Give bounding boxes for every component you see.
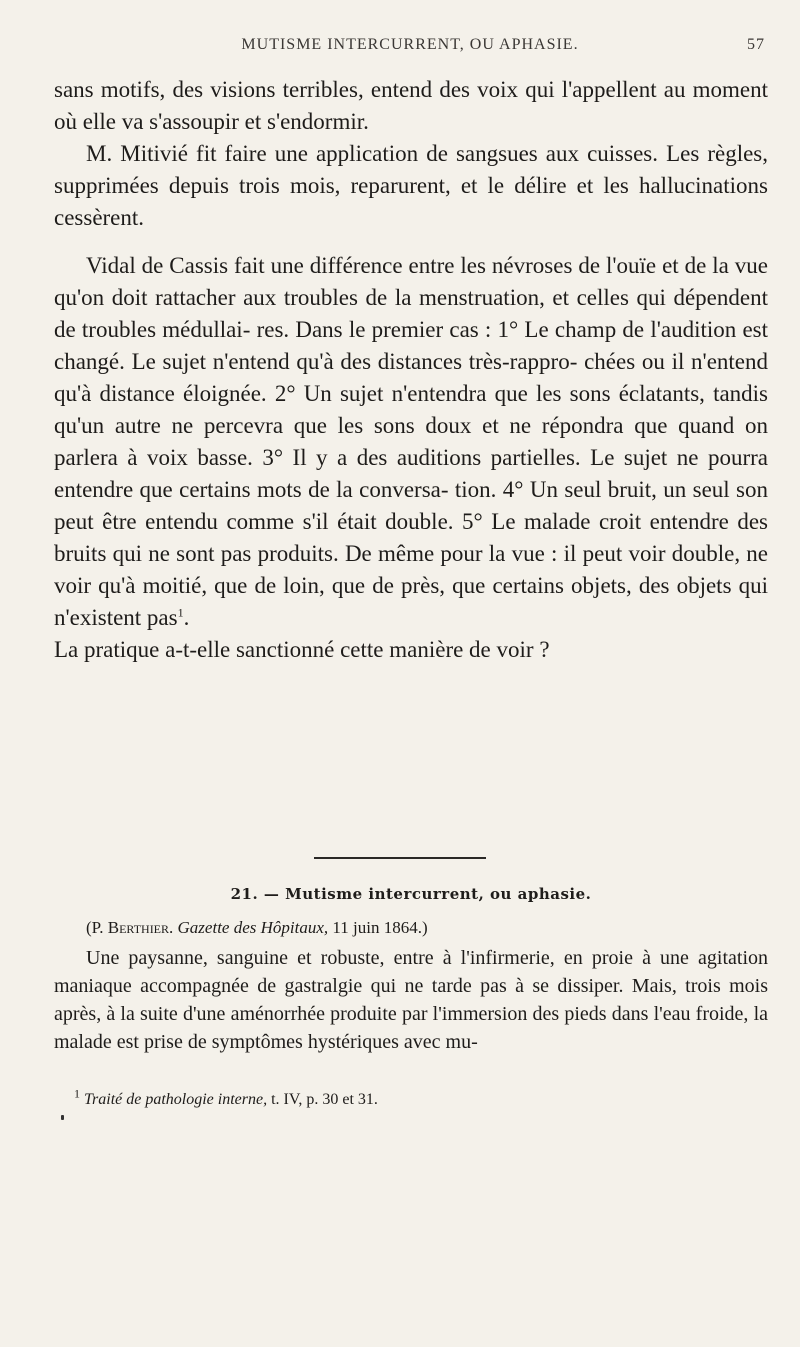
text-line: double, ne voir qu'à moitié, que de loin, que de près, que [54,541,768,598]
paragraph-2 [54,250,768,666]
text-line: et les hallucinations cessèrent. [54,173,768,230]
footnote-ref: t. IV, p. 30 et 31. [271,1091,378,1108]
source-journal: Gazette des Hôpitaux, [177,918,329,937]
text-line: froide, la malade est prise de symptômes hystériques avec mu- [54,1003,769,1053]
section-divider [314,857,486,859]
text-line: sujet ne pourra entendre que certains mots de la conversa- [54,445,768,502]
text-line: menstruation, et celles qui dépendent de troubles médullai- [54,285,768,342]
paren-close: ) [421,918,428,937]
footnote [54,1086,768,1110]
section-heading: 21. — Mutisme intercurrent, ou aphasie. [230,885,592,903]
text-line: chées ou il n'entend qu'à distance éloignée. 2° Un sujet [54,349,769,406]
footnote-marker: 1 [177,605,184,620]
text-line: Les règles, supprimées depuis trois mois, reparurent, et le délire [54,141,768,198]
text-line: res. Dans le premier cas : 1° Le champ de l'audition est [256,317,768,342]
ink-speck [61,1115,64,1120]
text-line: La pratique a-t-elle sanctionné cette manière de voir ? [54,637,550,662]
body-text [54,74,768,666]
text-line: percevra que les sons doux et ne répondra que quand on [203,413,768,438]
source-citation [54,917,768,939]
text-line: n'entendra que les sons éclatants, tandis qu'un autre ne [54,381,769,438]
source-author: P. Berthier. [91,918,174,937]
text-line: Une paysanne, sanguine et robuste, entre à l'infirmerie, en [86,947,583,969]
text-line: M. Mitivié fit faire une application de sangsues aux cuisses. [86,141,658,166]
paren-open: ( [86,918,92,937]
source-date: 11 juin 1864. [332,918,422,937]
text-line: sans motifs, des visions terribles, entend des voix qui l'appellent [54,77,657,102]
period: . [183,605,190,630]
text-line: tion. 4° Un seul bruit, un seul son peut être entendu comme [54,477,769,534]
text-line: proie à une agitation maniaque accompagnée de gastralgie qui [54,947,769,997]
text-line: changé. Le sujet n'entend qu'à des distances très-rappro- [54,349,578,374]
text-line: Vidal de Cassis fait une différence entre les névroses de [86,253,601,278]
footnote-title: Traité de pathologie interne, [84,1091,268,1108]
text-line: ne tarde pas à se dissiper. Mais, trois mois après, à la suite [54,975,768,1025]
text-line: l'ouïe et de la vue qu'on doit rattacher aux troubles de la [54,253,769,310]
paragraph-3 [54,944,768,1056]
text-line: ne sont pas produits. De même pour la vue : il peut voir [148,541,666,566]
running-head-title: MUTISME INTERCURRENT, OU APHASIE. [241,36,579,53]
body-text-2 [54,944,768,1056]
paragraph-1 [54,74,768,234]
text-line: d'une aménorrhée produite par l'immersion des pieds dans l'eau [182,1003,691,1025]
text-line: parlera à voix basse. 3° Il y a des auditions partielles. Le [54,445,615,470]
text-line: s'il était double. 5° Le malade croit entendre des bruits qui [54,509,769,566]
text-line: certains objets, des objets qui n'existent pas [54,573,768,630]
page-number: 57 [747,36,765,53]
footnote-number: 1 [74,1086,80,1101]
text-line: au moment où elle va s'assoupir et s'endormir. [54,77,769,134]
